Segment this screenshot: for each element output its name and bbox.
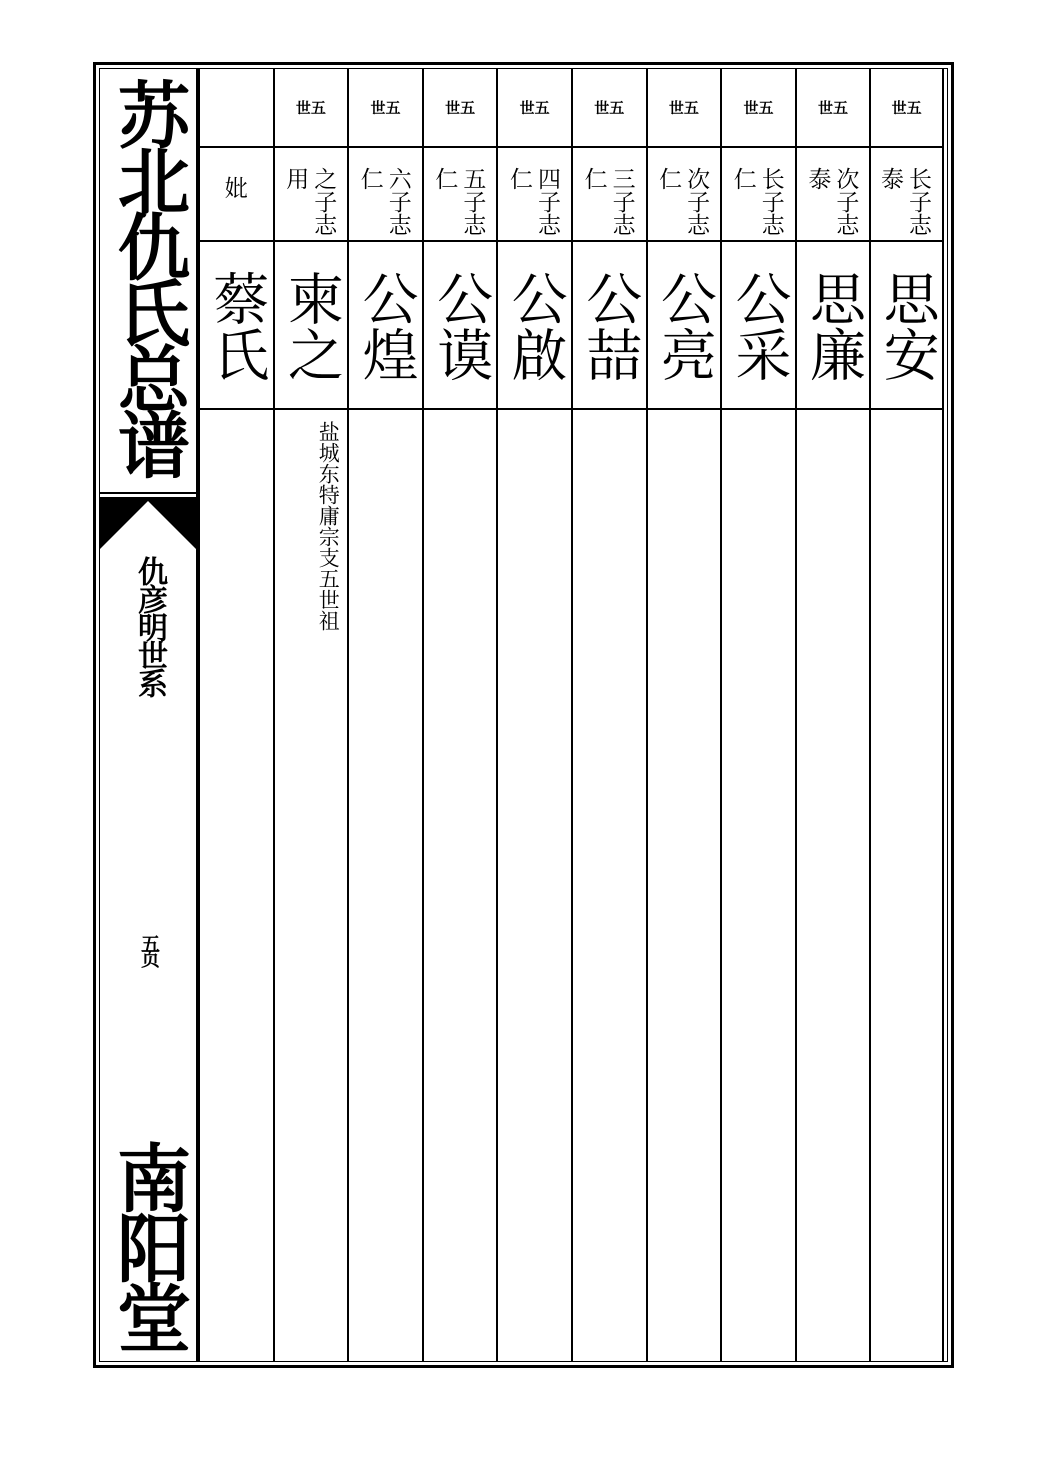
relation-cell: [349, 148, 422, 242]
person-column: [795, 69, 870, 1362]
relation-text: 三子志仁: [580, 167, 635, 236]
relation-text: 四子志仁: [505, 167, 560, 236]
mother-label-cell: [200, 148, 273, 242]
name-cell: [349, 244, 422, 410]
generation-cell: 世五: [797, 69, 870, 148]
mother-name: 蔡氏: [204, 270, 270, 382]
name-cell: [573, 244, 646, 410]
relation-cell: [797, 148, 870, 242]
person-column: [273, 69, 348, 1362]
person-name: 公煌: [353, 270, 419, 382]
person-column: [646, 69, 721, 1362]
person-name: 柬之: [278, 270, 344, 382]
person-name: 思廉: [801, 270, 867, 382]
generation-cell-empty: [200, 69, 273, 148]
book-title: 苏北仇氏总谱: [106, 78, 191, 474]
person-name: 公喆: [577, 270, 643, 382]
person-column: [496, 69, 571, 1362]
hall-name: 南阳堂: [105, 1140, 191, 1350]
generation-cell: 世五: [722, 69, 795, 148]
generation-cell: 世五: [648, 69, 721, 148]
person-column: [347, 69, 422, 1362]
generation-cell: 世五: [573, 69, 646, 148]
genealogy-table: [198, 69, 944, 1362]
person-column: [571, 69, 646, 1362]
generation-cell: 世五: [275, 69, 348, 148]
generation-cell: 世五: [871, 69, 942, 148]
relation-text: 次子志仁: [655, 167, 710, 236]
relation-text: 之子志用: [282, 167, 337, 236]
generation-cell: 世五: [498, 69, 571, 148]
person-name: 公采: [726, 270, 792, 382]
name-cell: [797, 244, 870, 410]
person-note: 盐城东特庸宗支五世祖: [316, 421, 341, 631]
name-cell: [648, 244, 721, 410]
relation-cell: [498, 148, 571, 242]
relation-text: 六子志仁: [356, 167, 411, 236]
name-cell: [871, 244, 942, 410]
page-number: 五页: [138, 934, 160, 964]
person-name: 思安: [874, 270, 940, 382]
relation-cell: [871, 148, 942, 242]
person-name: 公啟: [502, 270, 568, 382]
relation-cell: [424, 148, 497, 242]
name-cell: [722, 244, 795, 410]
name-cell: [498, 244, 571, 410]
relation-cell: [573, 148, 646, 242]
relation-cell: [275, 148, 348, 242]
relation-text: 次子志泰: [804, 167, 859, 236]
title-rule-top: [99, 492, 197, 494]
relation-text: 五子志仁: [431, 167, 486, 236]
person-column: [422, 69, 497, 1362]
person-column: [720, 69, 795, 1362]
person-name: 公谟: [428, 270, 494, 382]
relation-text: 长子志仁: [729, 167, 784, 236]
relation-cell: [722, 148, 795, 242]
person-column: [869, 69, 944, 1362]
person-name: 公亮: [651, 270, 717, 382]
name-cell: [275, 244, 348, 410]
chevron-ornament: [99, 498, 197, 550]
name-cell: [424, 244, 497, 410]
lineage-title: 仇彦明世系: [132, 556, 167, 696]
generation-cell: 世五: [424, 69, 497, 148]
relation-cell: [648, 148, 721, 242]
relation-text: 长子志泰: [876, 167, 931, 236]
title-band: [99, 68, 197, 1362]
generation-cell: 世五: [349, 69, 422, 148]
mother-column: [198, 69, 273, 1362]
mother-name-cell: [200, 244, 273, 410]
mother-label: 妣: [224, 176, 248, 202]
